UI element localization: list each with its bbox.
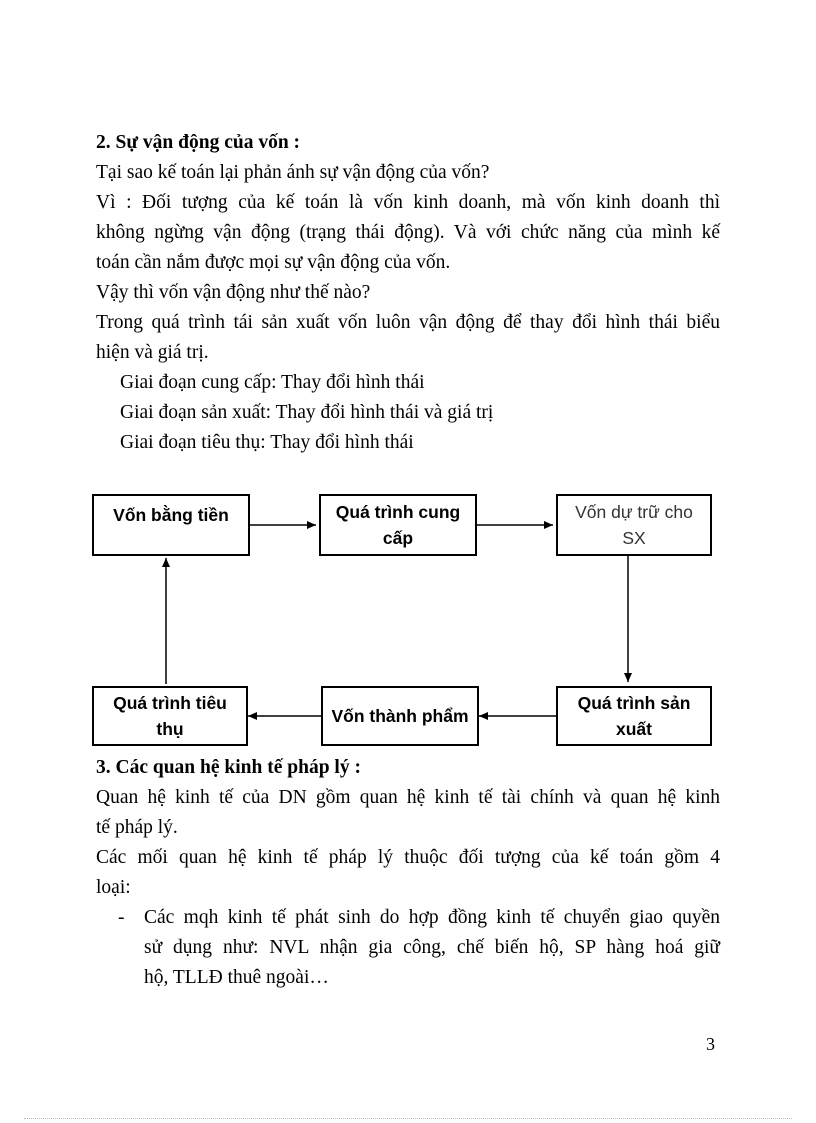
para1-line-1: Quan hệ kinh tế của DN gồm quan hệ kinh tế tài chính và quan hệ kinh: [96, 787, 720, 808]
question-text: Tại sao kế toán lại phản ánh sự vận động của vốn?: [96, 162, 490, 183]
section-3: [96, 753, 720, 993]
box-qua-trinh-cung-cap: Quá trình cung cấp: [319, 494, 477, 556]
page-number: 3: [706, 1034, 715, 1054]
box-qua-trinh-san-xuat: Quá trình sản xuất: [556, 686, 712, 746]
relation-list: [96, 903, 720, 993]
stage-supply: Giai đoạn cung cấp: Thay đổi hình thái: [120, 372, 425, 393]
explain-line-2: hiện và giá trị.: [96, 342, 209, 363]
question-2-text: Vậy thì vốn vận động như thế nào?: [96, 282, 371, 303]
box-von-bang-tien: Vốn bằng tiền: [92, 494, 250, 556]
box-von-thanh-pham: Vốn thành phẩm: [321, 686, 479, 746]
bullet-line-2: sử dụng như: NVL nhận gia công, chế biến hộ, SP hàng hoá giữ: [144, 937, 720, 958]
bullet-line-1: Các mqh kinh tế phát sinh do hợp đồng kinh tế chuyển giao quyền: [144, 907, 720, 928]
box-qua-trinh-tieu-thu: Quá trình tiêu thụ: [92, 686, 248, 746]
para2-line-1: Các mối quan hệ kinh tế pháp lý thuộc đối tượng của kế toán gồm 4: [96, 847, 720, 868]
explain-line-1: Trong quá trình tái sản xuất vốn luôn vận động để thay đổi hình thái biểu: [96, 312, 720, 333]
section-3-heading: 3. Các quan hệ kinh tế pháp lý :: [96, 757, 361, 778]
para2-line-2: loại:: [96, 877, 131, 898]
section-2-heading: 2. Sự vận động của vốn :: [96, 132, 301, 153]
answer-line-1: Vì : Đối tượng của kế toán là vốn kinh doanh, mà vốn kinh doanh thì: [96, 192, 720, 213]
stage-production: Giai đoạn sản xuất: Thay đổi hình thái và giá trị: [120, 402, 494, 423]
footer-divider: [24, 1118, 792, 1119]
bullet-line-3: hộ, TLLĐ thuê ngoài…: [144, 967, 329, 988]
para1-line-2: tế pháp lý.: [96, 817, 178, 838]
box-von-du-tru: Vốn dự trữ cho SX: [556, 494, 712, 556]
answer-line-3: toán cần nắm được mọi sự vận động của vốn.: [96, 252, 451, 273]
dash-bullet: -: [118, 907, 125, 928]
stage-consumption: Giai đoạn tiêu thụ: Thay đổi hình thái: [120, 432, 414, 453]
answer-line-2: không ngừng vận động (trạng thái động). Và với chức năng của mình kế: [96, 222, 720, 243]
list-item: [96, 903, 720, 993]
